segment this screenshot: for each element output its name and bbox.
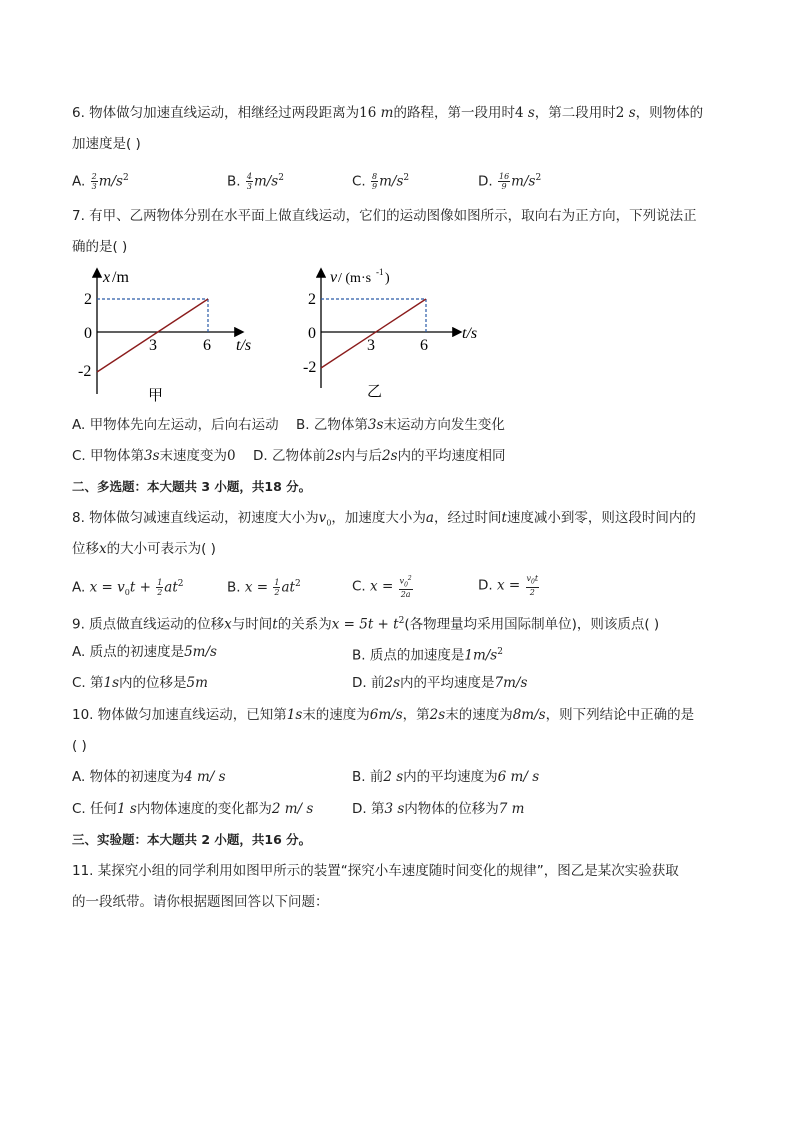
q9-x: x — [224, 616, 232, 633]
q9-option-b-exp: 2 — [497, 647, 503, 657]
right-ylabel-exp: -1 — [376, 267, 384, 277]
left-tick-x-6: 6 — [203, 337, 211, 354]
q6-option-a-num: 2 — [91, 172, 97, 181]
q6-option-d-frac — [498, 172, 510, 191]
right-ylabel-close: ) — [385, 271, 390, 286]
right-data-line — [321, 299, 426, 368]
q10-text-c: ，第 — [402, 707, 430, 723]
q7-option-b[interactable] — [296, 415, 505, 435]
q8-text-b: ，加速度大小为 — [331, 510, 426, 526]
q6-unit-m: m — [380, 105, 394, 121]
q7-option-c-zero: 0 — [227, 448, 236, 464]
q10-option-b-text-b: 内的平均速度为 — [403, 769, 498, 785]
q10-v2: 8m/s — [512, 707, 546, 723]
right-ylabel-unit: / (m·s — [338, 271, 372, 286]
left-tick-x-3: 3 — [149, 337, 157, 354]
q9-option-c[interactable] — [72, 673, 208, 693]
q8-option-a-label: A. — [72, 579, 86, 596]
q6-text-c: ，第二段用时 — [534, 105, 616, 121]
q10-text-d: 末的速度为 — [445, 707, 513, 723]
q8-option-d-label: D. — [478, 577, 493, 594]
q8-d-frac: $\frac{v_0t}{2}$ — [526, 574, 539, 597]
left-xlabel: t/s — [236, 337, 252, 354]
q9-text-c: 的关系为 — [277, 616, 332, 633]
q7-option-d-text-a: D. 乙物体前 — [253, 448, 326, 464]
q10-option-d-text-b: 内物体的位移为 — [404, 801, 499, 817]
q6-dist: 16 — [359, 105, 377, 121]
q6-unit-s1: s — [527, 105, 535, 121]
right-tick-y-2: 2 — [308, 291, 316, 308]
q9-option-d-value2: 7m/s — [494, 675, 528, 691]
q8-c-frac: $\frac{v_0^2}{2a}$ — [399, 575, 412, 600]
q6-unit-s2: s — [628, 105, 636, 121]
q10-1s: 1s — [286, 707, 303, 723]
q10-option-a-text: A. 物体的初速度为 — [72, 769, 185, 785]
q7-line2: 确的是( ) — [72, 239, 128, 255]
q6-option-a-unit: m/s — [98, 173, 123, 190]
q7-option-b-text-a: B. 乙物体第 — [296, 417, 368, 433]
q8-b-frac: $\frac{1}{2}$ — [274, 578, 280, 597]
q10-text-b: 末的速度为 — [302, 707, 370, 723]
q9-text-b: 与时间 — [231, 616, 273, 633]
left-tick-y-neg2: -2 — [78, 363, 92, 380]
q6-option-d-den: 9 — [501, 182, 507, 191]
q8-line1 — [72, 508, 696, 534]
q6-option-b-unit: m/s — [253, 173, 279, 190]
q9-option-c-value1: 1s — [103, 675, 120, 691]
q10-option-d-value2: 7 m — [498, 801, 525, 817]
q6-option-b-label: B. — [227, 173, 241, 190]
q11-line2: 的一段纸带。请你根据题图回答以下问题： — [72, 894, 329, 910]
q9-formula: x = 5t + t — [331, 616, 399, 633]
q9-option-b-value: 1m/s — [464, 647, 498, 664]
q6-option-c-label: C. — [352, 173, 366, 190]
q7-option-c-text-b: 末速度变为 — [159, 448, 228, 464]
right-xlabel: t/s — [462, 325, 478, 342]
q7-option-b-text-b: 末运动方向发生变化 — [383, 417, 505, 433]
q8-x: x — [99, 541, 107, 557]
q8-text-f: 的大小可表示为( ) — [106, 541, 216, 557]
q6-option-c-exp: 2 — [403, 173, 410, 183]
q6-option-d-num: 16 — [498, 172, 510, 181]
q8-text-e: 位移 — [72, 541, 99, 557]
q8-option-b[interactable]: B. x = $\frac{1}{2}$ $at^2$ — [227, 578, 301, 597]
q10-text-a: 10. 物体做匀加速直线运动，已知第 — [72, 707, 287, 723]
q10-option-c-value1: 1 s — [117, 801, 137, 817]
q9-option-b-text: B. 质点的加速度是 — [352, 647, 465, 664]
q6-option-a[interactable] — [72, 168, 129, 192]
q6-option-a-frac — [91, 172, 98, 191]
q8-a-frac: $\frac{1}{2}$ — [157, 578, 163, 597]
q9-option-d-value1: 2s — [384, 675, 401, 691]
q9-option-d-text-a: D. 前 — [352, 675, 385, 691]
q7-option-d[interactable] — [253, 446, 506, 466]
q9-line1 — [72, 611, 659, 635]
q8-v0-sub: 0 — [326, 518, 332, 528]
left-data-line — [97, 299, 208, 372]
q7-option-c-text-a: C. 甲物体第 — [72, 448, 145, 464]
q10-line1 — [72, 705, 694, 725]
section-3-heading: 三、实验题：本大题共 2 小题，共16 分。 — [72, 832, 312, 847]
right-tick-x-6: 6 — [420, 337, 428, 354]
q8-option-d[interactable]: D. x = $\frac{v_0t}{2}$ — [478, 574, 539, 597]
left-ylabel-unit: /m — [112, 269, 129, 286]
right-tick-y-neg2: -2 — [303, 359, 317, 376]
q6-option-c-den: 9 — [372, 182, 378, 191]
q6-option-c[interactable] — [352, 168, 409, 192]
q8-option-a[interactable]: A. $x = v_0t$ + $\frac{1}{2}$ $at^2$ — [72, 578, 184, 598]
q6-t1: 4 — [514, 105, 524, 121]
q8-line2 — [72, 539, 216, 559]
q6-text-d: ，则物体的 — [635, 105, 704, 121]
q6-option-b-den: 3 — [246, 182, 252, 191]
q6-option-c-num: 8 — [372, 172, 378, 181]
q9-option-d[interactable] — [352, 673, 527, 693]
q6-option-d-exp: 2 — [535, 173, 542, 183]
q11-line1: 11. 某探究小组的同学利用如图甲所示的装置“探究小车速度随时间变化的规律”，图乙是某次实验获取 — [72, 863, 679, 879]
q9-option-c-text-a: C. 第 — [72, 675, 104, 691]
q7-option-d-2s-b: 2s — [382, 448, 398, 464]
q7-option-a[interactable] — [72, 415, 279, 435]
q10-v1: 6m/s — [369, 707, 403, 723]
q10-option-c-text-b: 内物体速度的变化都为 — [136, 801, 272, 817]
q6-text-b: 的路程，第一段用时 — [393, 105, 515, 121]
q7-option-d-text-c: 内的平均速度相同 — [397, 448, 506, 464]
q6-option-d-label: D. — [478, 173, 493, 190]
q7-graph-left — [70, 262, 270, 410]
q8-t: t — [501, 510, 507, 526]
q10-option-b-text-a: B. 前 — [352, 769, 384, 785]
q10-option-a[interactable] — [72, 767, 226, 787]
section-2-heading: 二、多选题：本大题共 3 小题，共18 分。 — [72, 479, 312, 494]
q10-option-c[interactable] — [72, 799, 313, 819]
right-caption: 乙 — [367, 384, 383, 400]
q9-option-a-text: A. 质点的初速度是 — [72, 644, 185, 660]
q6-option-b-frac — [246, 172, 253, 191]
q10-option-a-value: 4 m/ s — [184, 769, 226, 785]
q10-option-d[interactable] — [352, 799, 524, 819]
q8-option-c-label: C. — [352, 578, 366, 595]
q9-option-c-text-b: 内的位移是 — [119, 675, 187, 691]
q6-option-a-exp: 2 — [122, 173, 129, 183]
q9-text-a: 9. 质点做直线运动的位移 — [72, 616, 225, 633]
q6-option-d-unit: m/s — [511, 173, 536, 190]
q8-option-c[interactable]: C. x = $\frac{v_0^2}{2a}$ — [352, 575, 412, 600]
left-ylabel-var: x — [103, 269, 111, 286]
q6-option-c-frac — [371, 172, 378, 191]
q8-option-b-label: B. — [227, 579, 241, 596]
q9-option-a-value: 5m/s — [184, 644, 217, 660]
q6-option-c-unit: m/s — [379, 173, 404, 190]
q8-text-d: 速度减小到零，则这段时间内的 — [506, 510, 696, 526]
q10-option-b-value2: 6 m/ s — [497, 769, 540, 785]
q7-option-d-text-b: 内与后 — [341, 448, 383, 464]
q10-option-d-value1: 3 s — [384, 801, 405, 817]
right-ylabel-var: v — [330, 269, 338, 286]
q9-option-b[interactable] — [352, 642, 503, 666]
q9-formula-exp: 2 — [398, 616, 405, 626]
q6-text-a: 6. 物体做匀加速直线运动，相继经过两段距离为 — [72, 105, 360, 121]
q6-line1 — [72, 103, 703, 123]
q7-graph-right — [300, 262, 500, 410]
q7-option-c-3s: 3s — [144, 448, 160, 464]
q6-option-b-exp: 2 — [278, 173, 284, 183]
q10-option-c-value2: 2 m/ s — [271, 801, 314, 817]
q7-option-a-text: A. 甲物体先向左运动，后向右运动 — [72, 417, 279, 433]
q9-option-d-text-b: 内的平均速度是 — [400, 675, 495, 691]
q10-2s: 2s — [429, 707, 446, 723]
q9-t: t — [272, 616, 278, 633]
q7-option-b-3s: 3s — [367, 417, 384, 433]
q9-option-a[interactable] — [72, 642, 217, 662]
q10-option-d-text-a: D. 第 — [352, 801, 385, 817]
q10-line2: ( ) — [72, 738, 87, 754]
right-tick-y-0: 0 — [308, 325, 316, 342]
q7-option-d-2s-a: 2s — [325, 448, 342, 464]
q6-option-b[interactable] — [227, 168, 284, 192]
left-tick-y-2: 2 — [84, 291, 92, 308]
q6-option-a-label: A. — [72, 173, 86, 190]
q8-text-a: 8. 物体做匀减速直线运动，初速度大小为 — [72, 510, 319, 526]
q9-text-d: (各物理量均采用国际制单位)，则该质点( ) — [404, 616, 660, 633]
q9-option-c-value2: 5m — [186, 675, 208, 691]
q6-option-b-num: 4 — [246, 172, 252, 181]
q8-v0: v — [318, 510, 327, 526]
q10-text-e: ，则下列结论中正确的是 — [545, 707, 695, 723]
q10-option-b-value1: 2 s — [383, 769, 404, 785]
q7-line1: 7. 有甲、乙两物体分别在水平面上做直线运动，它们的运动图像如图所示，取向右为正方向，下列说法正 — [72, 208, 697, 224]
q10-option-b[interactable] — [352, 767, 539, 787]
q6-line2: 加速度是( ) — [72, 136, 141, 152]
right-tick-x-3: 3 — [367, 337, 375, 354]
q8-a: a — [425, 510, 434, 526]
left-tick-y-0: 0 — [84, 325, 92, 342]
q6-option-d[interactable] — [478, 168, 541, 192]
q8-text-c: ，经过时间 — [433, 510, 502, 526]
q7-option-c[interactable] — [72, 446, 236, 466]
q6-t2: 2 — [615, 105, 625, 121]
q6-option-a-den: 3 — [91, 182, 97, 191]
q10-option-c-text-a: C. 任何 — [72, 801, 118, 817]
left-caption: 甲 — [148, 388, 164, 404]
